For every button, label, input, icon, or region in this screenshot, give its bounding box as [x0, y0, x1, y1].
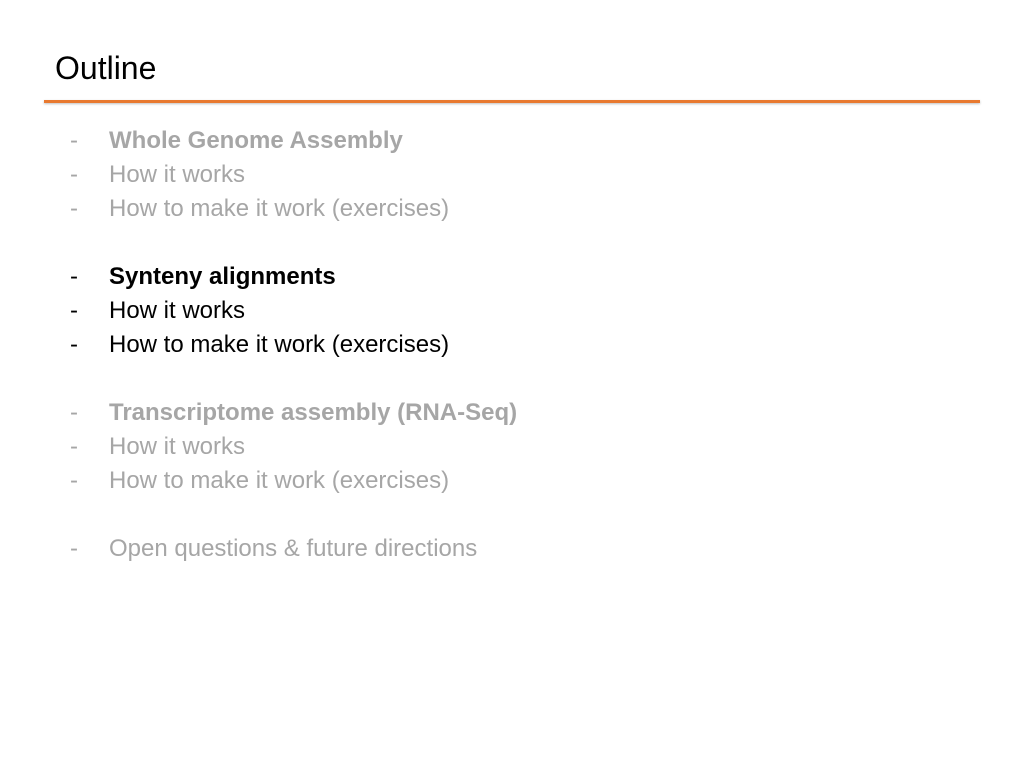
outline-subitem: [70, 328, 517, 362]
outline-subitem: [70, 464, 517, 498]
outline-heading-transcriptome-assembly: [70, 396, 517, 430]
bullet-dash: -: [70, 195, 78, 222]
title-underline: [44, 100, 980, 103]
outline-subitem: [70, 192, 517, 226]
outline-subitem-label: How to make it work (exercises): [109, 331, 450, 358]
bullet-dash: -: [70, 331, 78, 358]
outline-list: [70, 124, 517, 566]
outline-subitem-label: How it works: [109, 161, 246, 188]
outline-heading-synteny-alignments: [70, 260, 517, 294]
outline-subitem: [70, 430, 517, 464]
outline-subitem: [70, 294, 517, 328]
bullet-dash: -: [70, 263, 78, 290]
outline-subitem: [70, 158, 517, 192]
outline-heading-label: Whole Genome Assembly: [109, 127, 403, 154]
bullet-dash: -: [70, 161, 78, 188]
outline-heading-label: Synteny alignments: [109, 263, 336, 290]
outline-subitem-label: How it works: [109, 433, 246, 460]
outline-heading-open-questions: [70, 532, 517, 566]
bullet-dash: -: [70, 127, 78, 154]
slide-title: Outline: [55, 50, 157, 86]
outline-subitem-label: How it works: [109, 297, 246, 324]
outline-subitem-label: How to make it work (exercises): [109, 195, 450, 222]
bullet-dash: -: [70, 433, 78, 460]
outline-heading-label: Open questions & future directions: [109, 535, 478, 562]
outline-heading-whole-genome-assembly: [70, 124, 517, 158]
bullet-dash: -: [70, 297, 78, 324]
outline-heading-label: Transcriptome assembly (RNA-Seq): [109, 399, 518, 426]
outline-subitem-label: How to make it work (exercises): [109, 467, 450, 494]
bullet-dash: -: [70, 467, 78, 494]
bullet-dash: -: [70, 399, 78, 426]
bullet-dash: -: [70, 535, 78, 562]
